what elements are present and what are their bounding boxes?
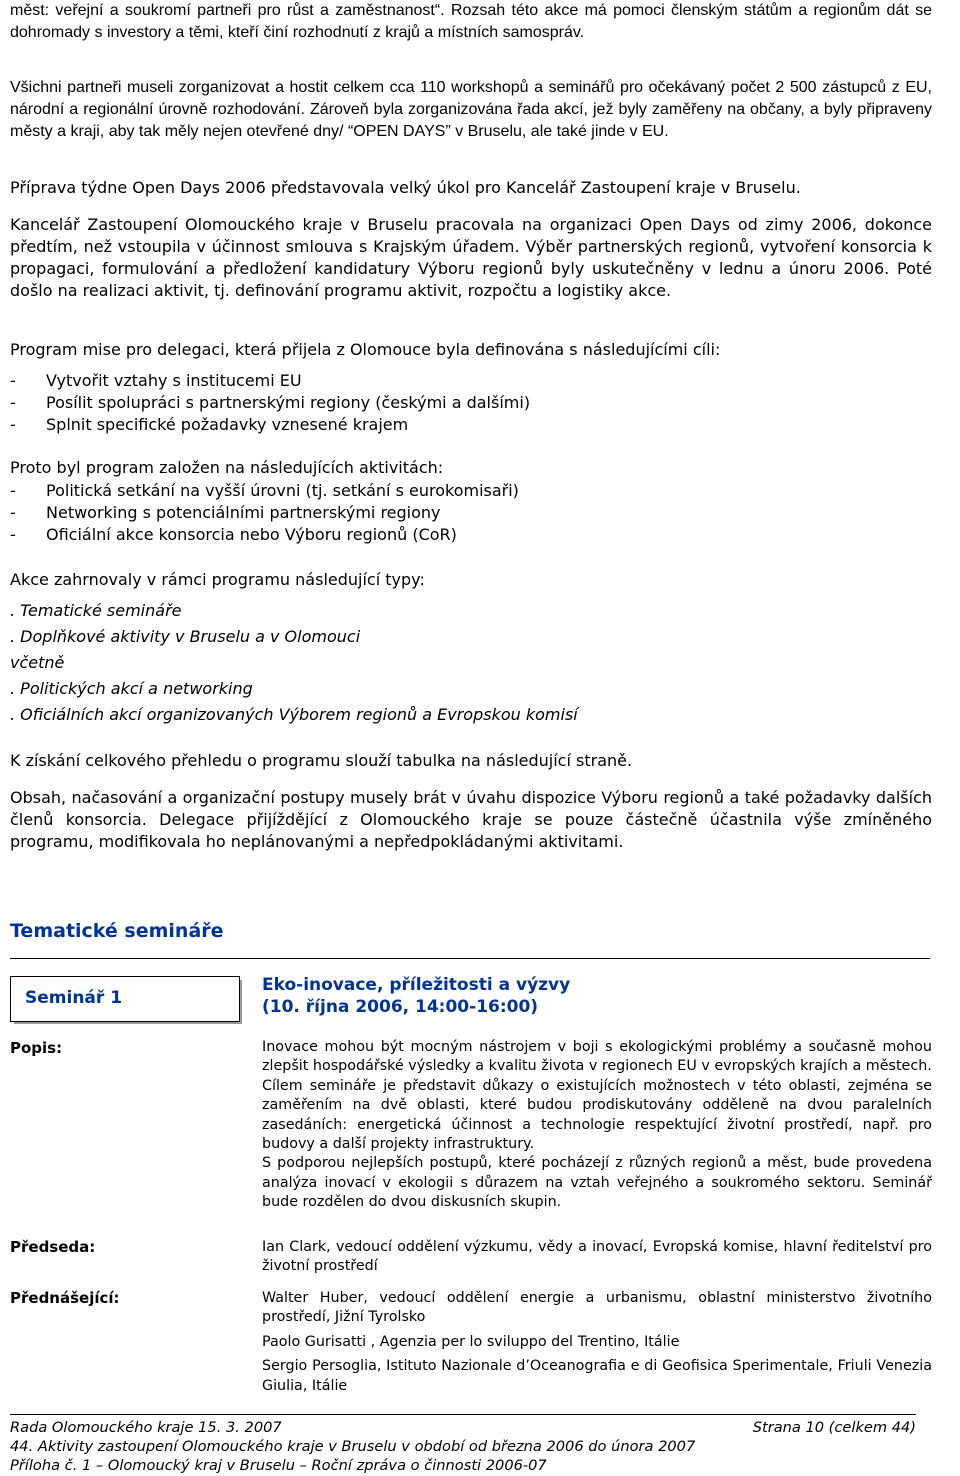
list-item: . Tematické semináře: [10, 601, 182, 620]
footer-line-1: [10, 1418, 916, 1438]
paragraph-office-work: Kancelář Zastoupení Olomouckého kraje v Bruselu pracovala na organizaci Open Days od zimy 2006, dokonce předtím, než vstoupila v účinnost smlouva s Krajským úřadem. Výběr partnerských regionů, vytvoření konsorcia k propagaci, formulování a předložení kandidatury Výboru regionů byly uskutečněny v lednu a únoru 2006. Poté došlo na realizaci aktivit, tj. definování programu aktivit, rozpočtu a logistiky akce.: [10, 215, 932, 300]
footer-line-3: Příloha č. 1 – Olomoucký kraj v Bruselu – Roční zpráva o činnosti 2006-07: [10, 1457, 547, 1474]
paragraph-mission-goals: Program mise pro delegaci, která přijela z Olomouce byla definována s následujícími cíli:: [10, 340, 721, 359]
seminar-label-box: [10, 976, 240, 1022]
list-item: Paolo Gurisatti , Agenzia per lo sviluppo del Trentino, Itálie: [262, 1333, 680, 1350]
types-list: [10, 598, 932, 728]
popis-text: Inovace mohou být mocným nástrojem v boji s ekologickými problémy a současně mohou zlepšit hospodářské výsledky a kvalitu života v regionech EU v evropských krajích a městech. Cílem semináře je představit důkazy o existujících možnostech v této oblasti, zejména se zaměřením na dvě oblasti, které budou prodiskutovány odděleně na dvou paralelních zasedáních: energetická účinnost a technologie respektující životní prostředí, např. pro budovy a další projekty infrastruktury. S podporou nejlepších postupů, které pocházejí z různých regionů a měst, bude provedena analýza inovací v ekologii s důrazem na vztah veřejného a soukromého sektoru. Seminář bude rozdělen do dvou diskusních skupin.: [262, 1039, 932, 1211]
footer-line-2: 44. Aktivity zastoupení Olomouckého kraje v Bruselu v období od března 2006 do února 2007: [10, 1438, 696, 1455]
activities-list: [10, 480, 932, 546]
page-number: Strana 10 (celkem 44): [752, 1419, 916, 1436]
paragraph-delegation: Obsah, načasování a organizační postupy musely brát v úvahu dispozice Výboru regionů a také požadavky dalších členů konsorcia. Delegace přijíždějící z Olomouckého kraje se pouze částečně účastnila výše zmíněného programu, modifikovala ho neplánovanými a nepředpokládanými aktivitami.: [10, 788, 932, 851]
list-item: Sergio Persoglia, Istituto Nazionale d’Oceanografia e di Geofisica Sperimentale, Friuli Venezia Giulia, Itálie: [262, 1358, 932, 1394]
list-item: Walter Huber, vedoucí oddělení energie a urbanismu, oblastní ministerstvo životního prostředí, Jižní Tyrolsko: [262, 1290, 932, 1326]
intro-paragraph-2: Všichni partneři museli zorganizovat a hostit celkem cca 110 workshopů a seminářů pro očekávaný počet 2 500 zástupců z EU, národní a regionální úrovně rozhodování. Zároveň byla zorganizována řada akcí, jež byly zaměřeny na občany, a byly připraveny městy a kraji, aby tak měly nejen otevřené dny/ “OPEN DAYS” v Bruselu, ale také jinde v EU.: [10, 79, 932, 140]
chair-label: Předseda:: [10, 1238, 96, 1256]
seminar-label: Seminář 1: [25, 988, 123, 1008]
seminar-date: (10. října 2006, 14:00-16:00): [262, 997, 539, 1017]
footer-left: Rada Olomouckého kraje 15. 3. 2007: [10, 1419, 282, 1436]
list-item: . Oficiálních akcí organizovaných Výborem regionů a Evropskou komisí: [10, 705, 578, 724]
seminar-title: Eko-inovace, příležitosti a výzvy (10. října 2006, 14:00-16:00): [262, 975, 571, 1017]
paragraph-activities-intro: Proto byl program založen na následujících aktivitách:: [10, 458, 444, 477]
chair-text: Ian Clark, vedoucí oddělení výzkumu, vědy a inovací, Evropská komise, hlavní ředitelství pro životní prostředí: [262, 1239, 932, 1275]
list-item: - Posílit spolupráci s partnerskými regiony (českými a dalšími): [10, 393, 531, 412]
list-item: - Vytvořit vztahy s institucemi EU: [10, 371, 302, 390]
intro-paragraph-1: měst: veřejní a soukromí partneři pro růst a zaměstnanost“. Rozsah této akce má pomoci členským státům a regionům dát se dohromady s investory a těmi, kteří činí rozhodnutí z krajů a místních samospráv.: [10, 2, 932, 41]
speakers-label: Přednášející:: [10, 1289, 120, 1307]
list-item: - Splnit specifické požadavky vznesené krajem: [10, 415, 409, 434]
list-item: včetně: [10, 653, 65, 672]
paragraph-open-days-prep: Příprava týdne Open Days 2006 představovala velký úkol pro Kancelář Zastoupení kraje v Bruselu.: [10, 178, 801, 197]
list-item: - Oficiální akce konsorcia nebo Výboru regionů (CoR): [10, 525, 457, 544]
section-divider: [10, 958, 930, 959]
list-item: . Politických akcí a networking: [10, 679, 253, 698]
popis-label: Popis:: [10, 1039, 63, 1057]
speakers-list: [262, 1289, 932, 1396]
goals-list: [10, 370, 932, 436]
paragraph-types-intro: Akce zahrnovaly v rámci programu následující typy:: [10, 570, 425, 589]
list-item: . Doplňkové aktivity v Bruselu a v Olomouci: [10, 627, 361, 646]
list-item: - Networking s potenciálními partnerskými regiony: [10, 503, 441, 522]
paragraph-table-ref: K získání celkového přehledu o programu slouží tabulka na následující straně.: [10, 751, 633, 770]
list-item: - Politická setkání na vyšší úrovni (tj. setkání s eurokomisaři): [10, 481, 519, 500]
footer-divider: [10, 1414, 916, 1415]
section-heading: Tematické semináře: [10, 920, 224, 942]
